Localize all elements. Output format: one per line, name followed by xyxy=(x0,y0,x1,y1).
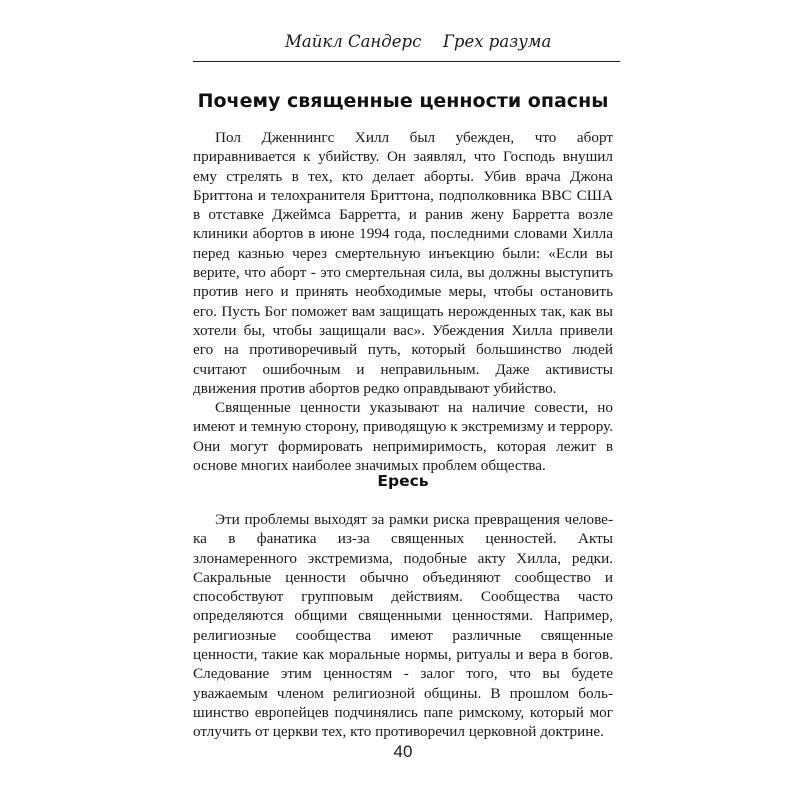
chapter-title: Почему священные ценности опасны xyxy=(197,90,609,112)
running-head-book-title: Грех разума xyxy=(443,32,552,51)
section-2-text xyxy=(193,510,613,742)
paragraph: Эти проблемы выходят за рамки риска превращения человека в фанатика из-за священных ценностей. Акты злонамеренного экстремизма, подобные акту Хилла, редки. Сакральные ценности обычно объединяют сообщество и способствуют групповым действиям. Сообщества часто определяются общими священными ценностями. Например, религиозные сообщества имеют различные священные ценности, такие как моральные нормы, ритуалы и вера в богов. Следование этим ценностям - залог того, что вы будете уважаемым членом религиозной общины. В прошлом большинство европейцев подчинялись папе римскому, который мог отлучить от церкви тех, кто противоречил церковной доктрине. xyxy=(193,511,613,741)
book-page xyxy=(193,24,613,774)
paragraph: Пол Дженнингс Хилл был убежден, что аборт приравнивается к убийству. Он заявлял, что Господь внушил ему стрелять в тех, кто делает аборты. Убив врача Джона Бриттона и телохранителя Бриттона, подполковника ВВС США в отставке Джеймса Барретта, и ранив жену Барретта возле клиники абортов в июне 1994 года, последними словами Хилла перед казнью через смертельную инъекцию были: «Если вы верите, что аборт - это смертельная сила, вы должны выступить против него и принять необходимые меры, чтобы остановить его. Пусть Бог поможет вам защищать нерожденных так, как вы хотели бы, чтобы защищали вас». Убеждения Хилла привели его на противоречивый путь, который большинство людей считают ошибочным и неправильным. Даже активисты движения против абортов редко оправдывают убийство. xyxy=(193,129,613,397)
section-heading: Ересь xyxy=(377,472,429,490)
paragraph: Священные ценности указывают на наличие совести, но имеют и темную сторону, приводящую к экстремизму и террору. Они могут формировать непримиримость, которая лежит в основе многих наиболее значимых проблем общества. xyxy=(193,399,613,475)
header-rule xyxy=(193,61,620,62)
running-head-author: Майкл Сандерс xyxy=(285,32,422,51)
page-number: 40 xyxy=(393,742,413,761)
running-head xyxy=(193,28,613,60)
section-1-text xyxy=(193,128,613,475)
